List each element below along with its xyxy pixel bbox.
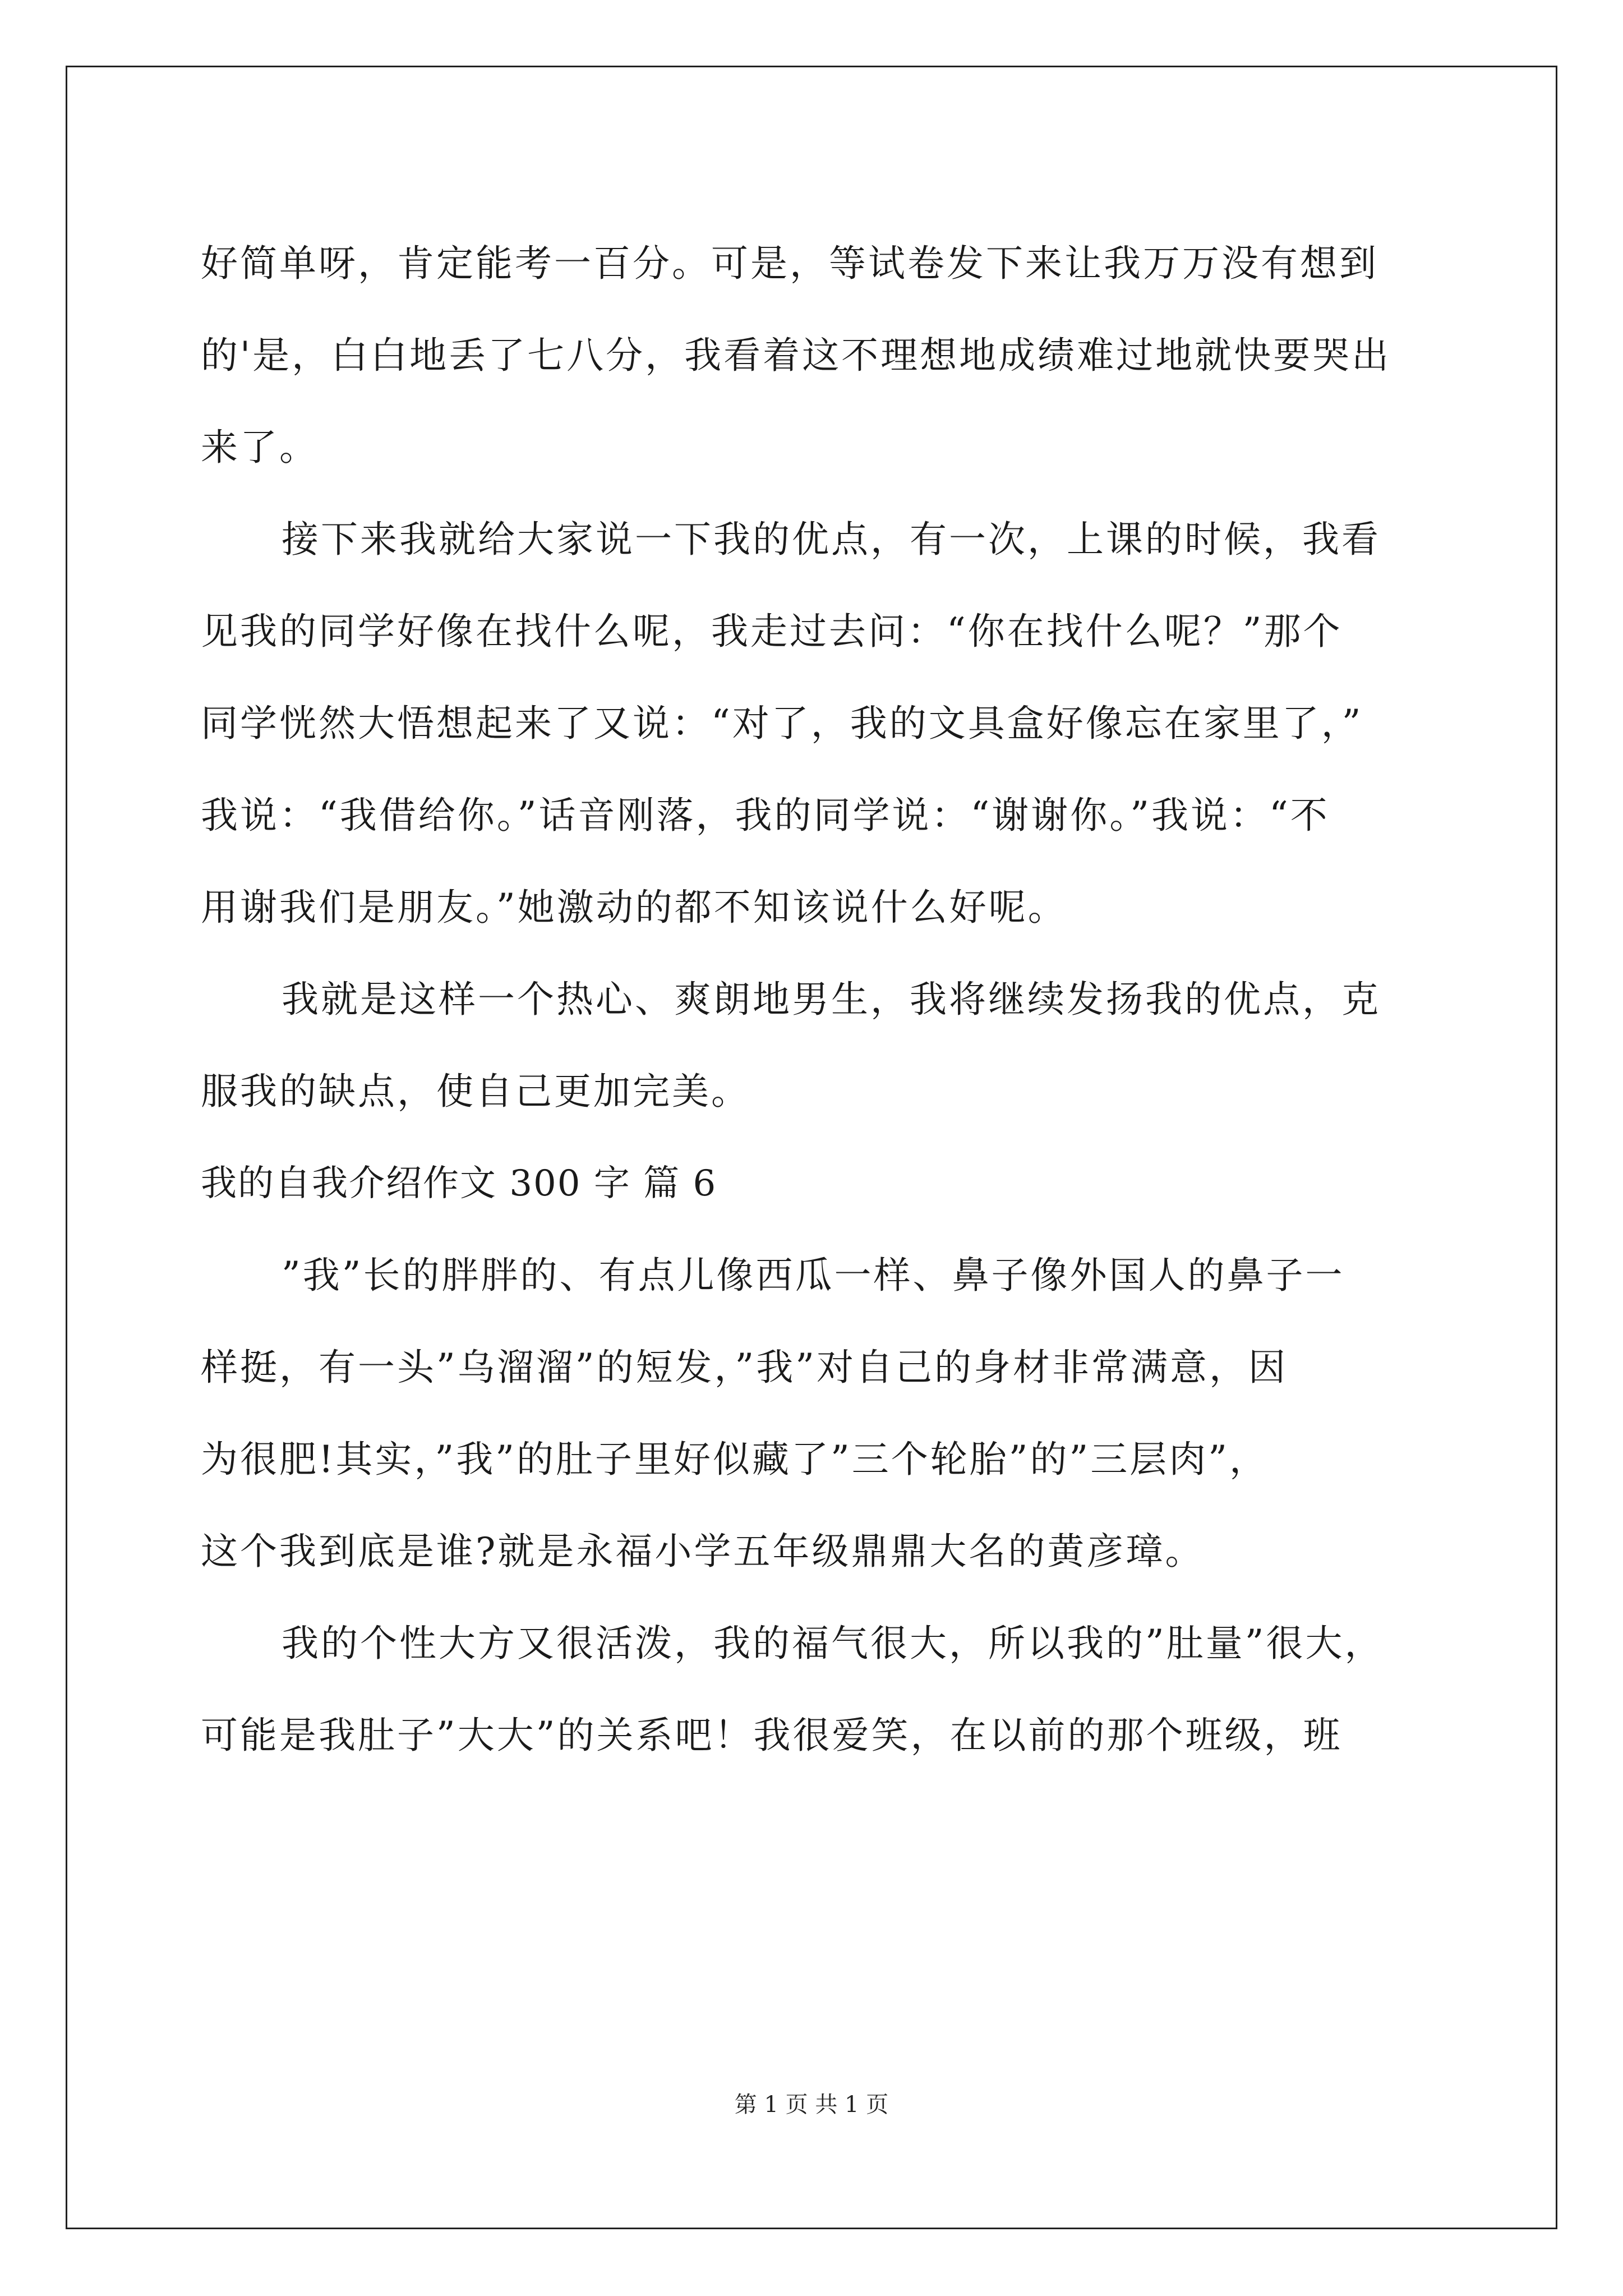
text-line: 来了。 (201, 426, 319, 469)
text-line: 见我的同学好像在找什么呢，我走过去问：“你在找什么呢？”那个 (201, 610, 1343, 653)
section-heading: 我的自我介绍作文 300 字 篇 6 (201, 1163, 717, 1204)
page-footer: 第 1 页 共 1 页 (734, 2092, 889, 2118)
paragraph-start-line: 我就是这样一个热心、爽朗地男生，我将继续发扬我的优点，克 (282, 978, 1381, 1021)
text-line: 可能是我肚子”大大”的关系吧！我很爱笑，在以前的那个班级，班 (201, 1714, 1343, 1757)
text-line: 的'是，白白地丢了七八分，我看着这不理想地成绩难过地就快要哭出 (201, 334, 1391, 377)
paragraph-start-line: ”我”长的胖胖的、有点儿像西瓜一样、鼻子像外国人的鼻子一 (282, 1254, 1345, 1297)
paragraph-start-line: 接下来我就给大家说一下我的优点，有一次，上课的时候，我看 (282, 518, 1381, 561)
paragraph-start-line: 我的个性大方又很活泼，我的福气很大，所以我的”肚量”很大， (282, 1622, 1384, 1665)
text-line: 用谢我们是朋友。”她激动的都不知该说什么好呢。 (201, 886, 1067, 929)
text-line: 样挺，有一头”乌溜溜”的短发，”我”对自己的身材非常满意，因 (201, 1346, 1288, 1389)
text-line: 服我的缺点，使自己更加完美。 (201, 1070, 750, 1113)
document-body (201, 218, 1423, 1782)
text-line: 这个我到底是谁?就是永福小学五年级鼎鼎大名的黄彦璋。 (201, 1530, 1205, 1573)
text-line: 同学恍然大悟想起来了又说：“对了，我的文具盒好像忘在家里了，” (201, 702, 1363, 745)
text-line: 好简单呀，肯定能考一百分。可是，等试卷发下来让我万万没有想到 (201, 242, 1378, 285)
text-line: 为很肥!其实，”我”的肚子里好似藏了”三个轮胎”的”三层肉”， (201, 1438, 1269, 1481)
text-line: 我说：“我借给你。”话音刚落，我的同学说：“谢谢你。”我说：“不 (201, 794, 1330, 837)
